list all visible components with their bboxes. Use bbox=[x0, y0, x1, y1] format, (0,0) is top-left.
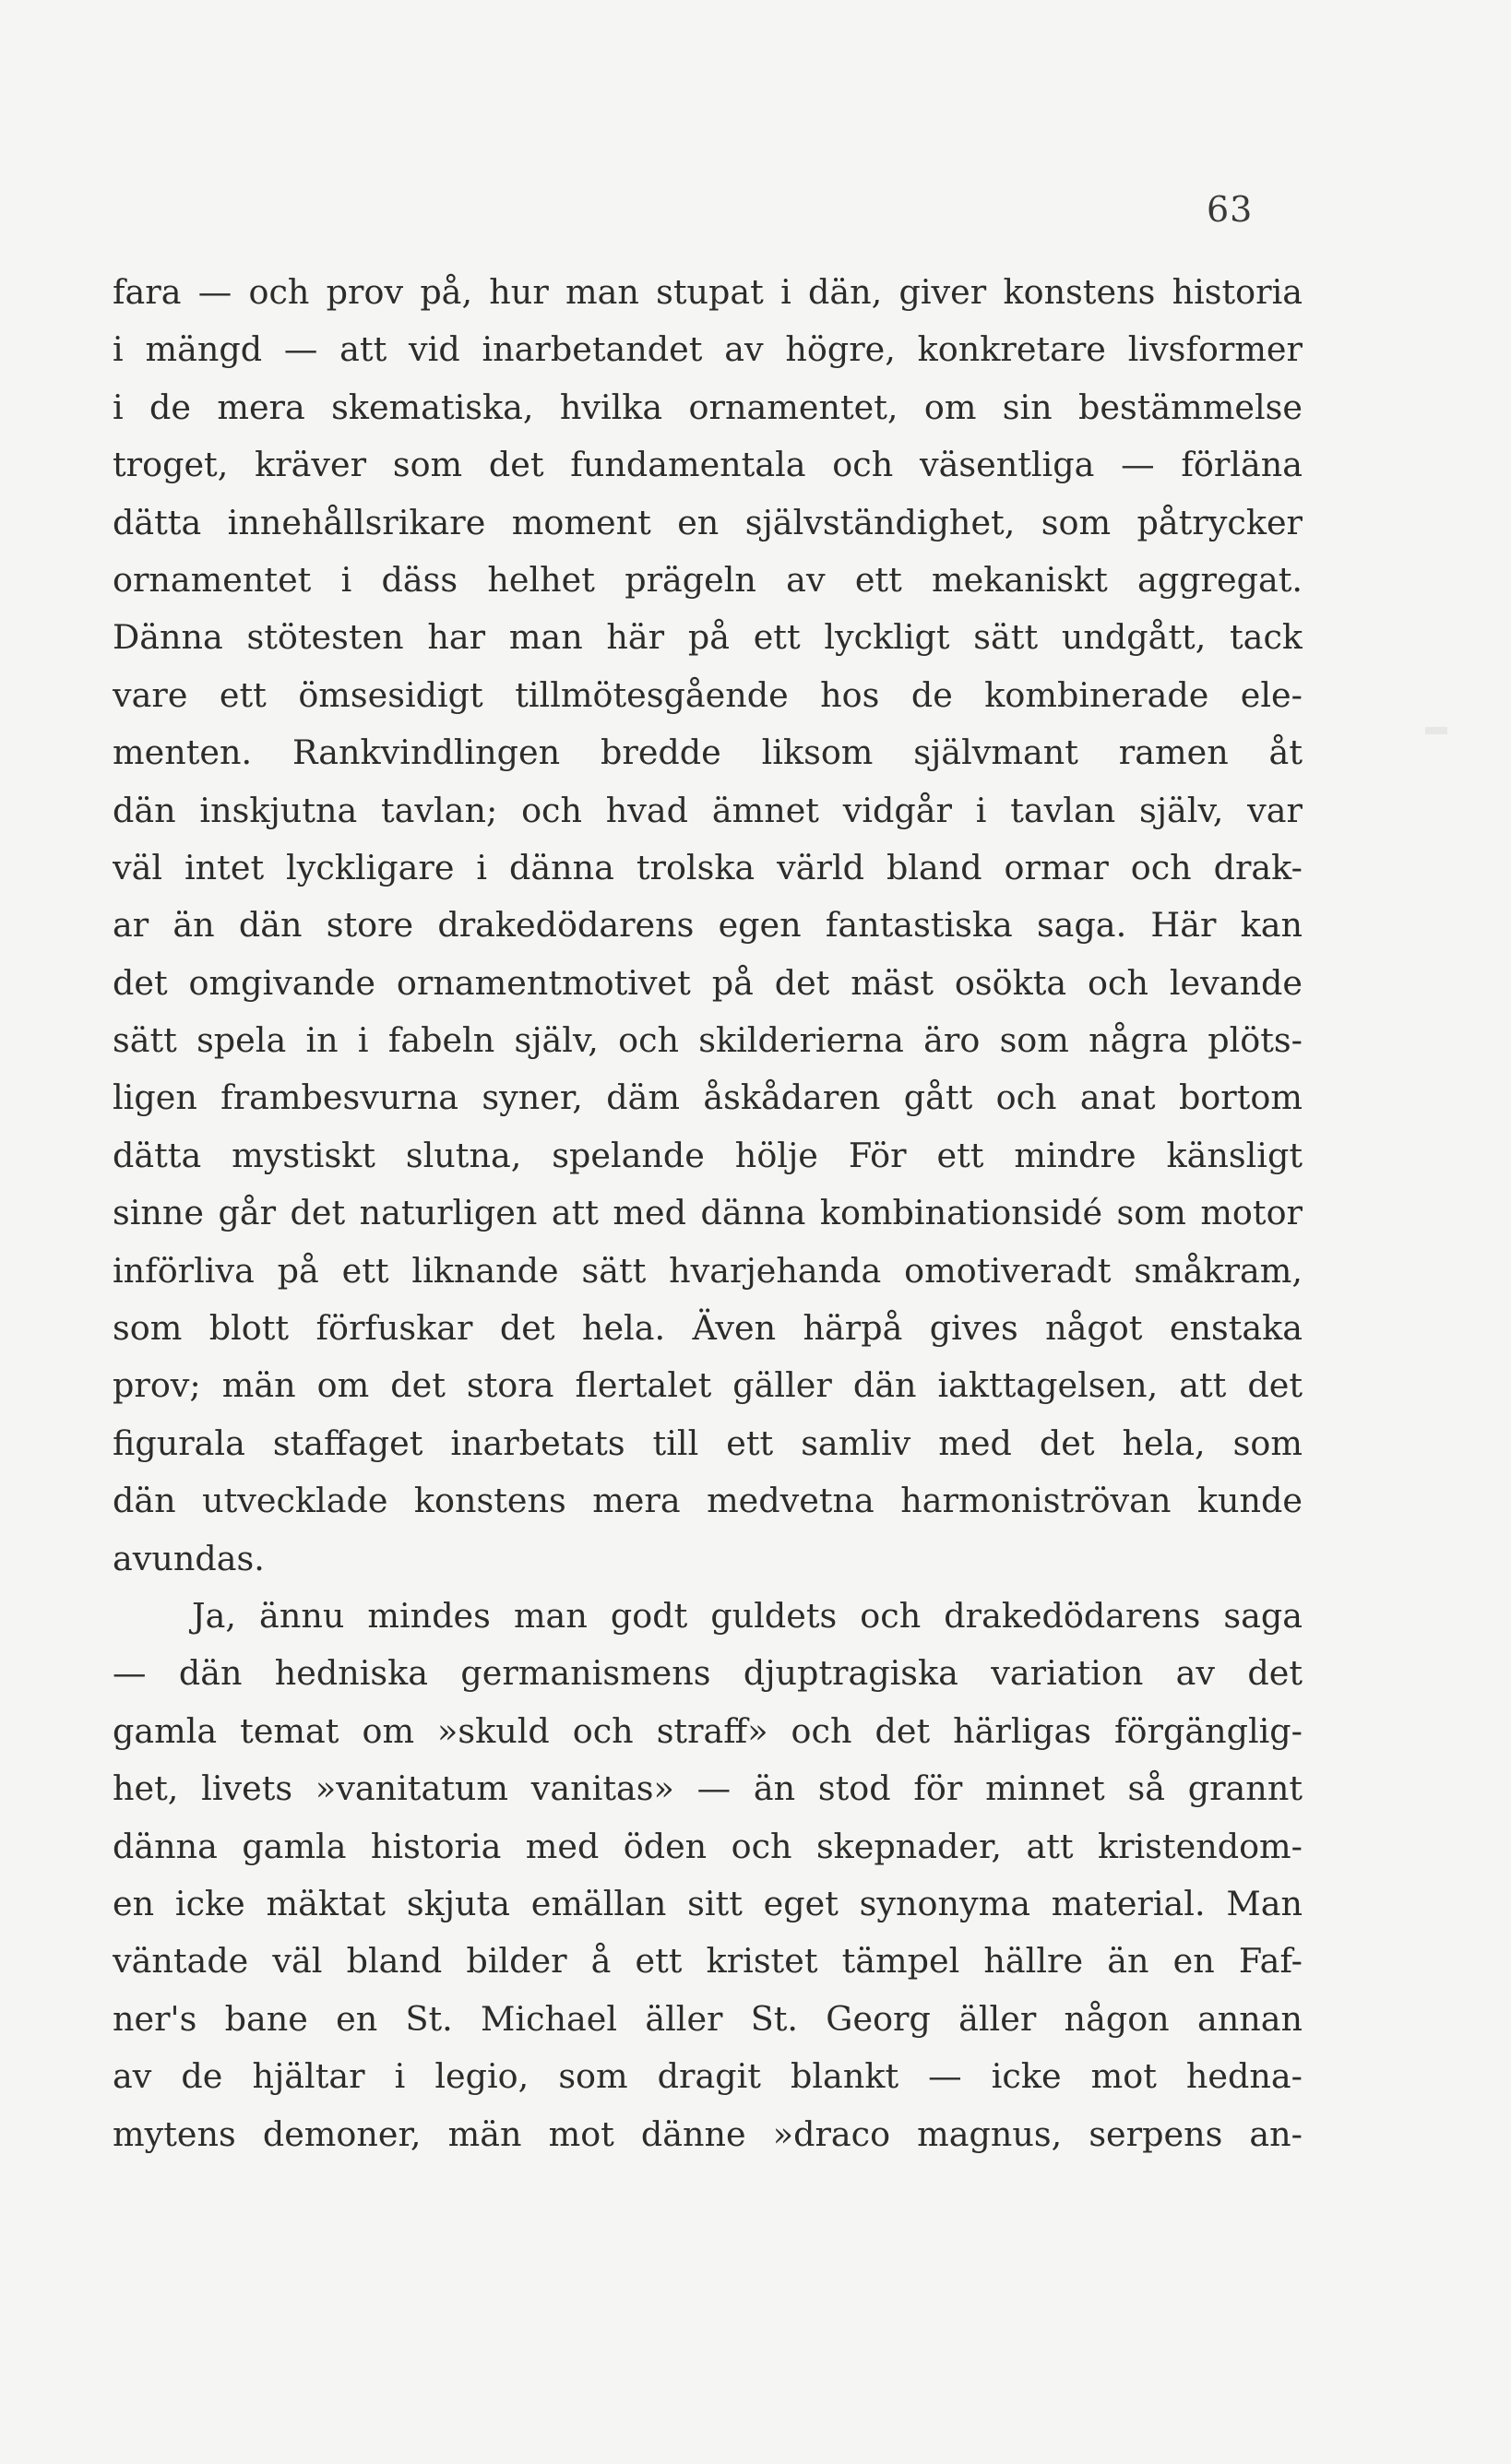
text-line: väntade väl bland bilder å ett kristet tämpel hällre än en Faf- bbox=[113, 1941, 1303, 1982]
text-line: ornamentet i däss helhet prägeln av ett mekaniskt aggregat. bbox=[113, 559, 1303, 600]
body-text bbox=[113, 264, 1303, 2163]
text-line: avundas. bbox=[113, 1538, 265, 1578]
text-line: ar än dän store drakedödarens egen fantastiska saga. Här kan bbox=[113, 905, 1303, 946]
text-line: troget, kräver som det fundamentala och väsentliga — förläna bbox=[113, 445, 1303, 485]
text-line: dänna gamla historia med öden och skepnader, att kristendom- bbox=[113, 1826, 1303, 1866]
text-line: sinne går det naturligen att med dänna kombinationsidé som motor bbox=[113, 1193, 1303, 1233]
page-number: 63 bbox=[1207, 189, 1254, 230]
text-line: prov; män om det stora flertalet gäller dän iakttagelsen, att det bbox=[113, 1365, 1303, 1406]
text-line: i mängd — att vid inarbetandet av högre, konkretare livsformer bbox=[113, 329, 1303, 370]
text-line: en icke mäktat skjuta emällan sitt eget synonyma material. Man bbox=[113, 1883, 1303, 1923]
text-line: som blott förfuskar det hela. Även härpå gives något enstaka bbox=[113, 1308, 1303, 1349]
page-mark bbox=[1425, 727, 1447, 734]
text-line: det omgivande ornamentmotivet på det mäst osökta och levande bbox=[113, 962, 1303, 1003]
text-line: väl intet lyckligare i dänna trolska värld bland ormar och drak- bbox=[113, 847, 1303, 887]
text-line: införliva på ett liknande sätt hvarjehanda omotiveradt småkram, bbox=[113, 1250, 1303, 1291]
text-line: Dänna stötesten har man här på ett lyckligt sätt undgått, tack bbox=[113, 617, 1303, 658]
text-line: dän utvecklade konstens mera medvetna harmoniströvan kunde bbox=[113, 1481, 1303, 1521]
text-line: menten. Rankvindlingen bredde liksom självmant ramen åt bbox=[113, 732, 1303, 773]
text-line: i de mera skematiska, hvilka ornamentet, om sin bestämmelse bbox=[113, 387, 1303, 427]
text-line: — dän hedniska germanismens djuptragiska variation av det bbox=[113, 1653, 1303, 1694]
text-line: ligen frambesvurna syner, däm åskådaren gått och anat bortom bbox=[113, 1077, 1303, 1118]
text-line: av de hjältar i legio, som dragit blankt — icke mot hedna- bbox=[113, 2056, 1303, 2097]
text-line: dätta innehållsrikare moment en självständighet, som påtrycker bbox=[113, 502, 1303, 542]
text-line: vare ett ömsesidigt tillmötesgående hos de kombinerade ele- bbox=[113, 674, 1303, 715]
text-line: ner's bane en St. Michael äller St. Georg äller någon annan bbox=[113, 1998, 1303, 2039]
text-line: mytens demoner, män mot dänne »draco magnus, serpens an- bbox=[113, 2113, 1303, 2154]
text-line: het, livets »vanitatum vanitas» — än stod för minnet så grannt bbox=[113, 1768, 1303, 1809]
text-line: fara — och prov på, hur man stupat i dän, giver konstens historia bbox=[113, 272, 1303, 312]
text-line: figurala staffaget inarbetats till ett samliv med det hela, som bbox=[113, 1422, 1303, 1463]
text-line: dän inskjutna tavlan; och hvad ämnet vidgår i tavlan själv, var bbox=[113, 790, 1303, 830]
text-line: gamla temat om »skuld och straff» och det härligas förgänglig- bbox=[113, 1710, 1303, 1751]
text-line: sätt spela in i fabeln själv, och skilderierna äro som några plöts- bbox=[113, 1020, 1303, 1061]
paragraph-start-line: Ja, ännu mindes man godt guldets och drakedödarens saga bbox=[192, 1595, 1303, 1636]
text-line: dätta mystiskt slutna, spelande hölje För ett mindre känsligt bbox=[113, 1135, 1303, 1175]
